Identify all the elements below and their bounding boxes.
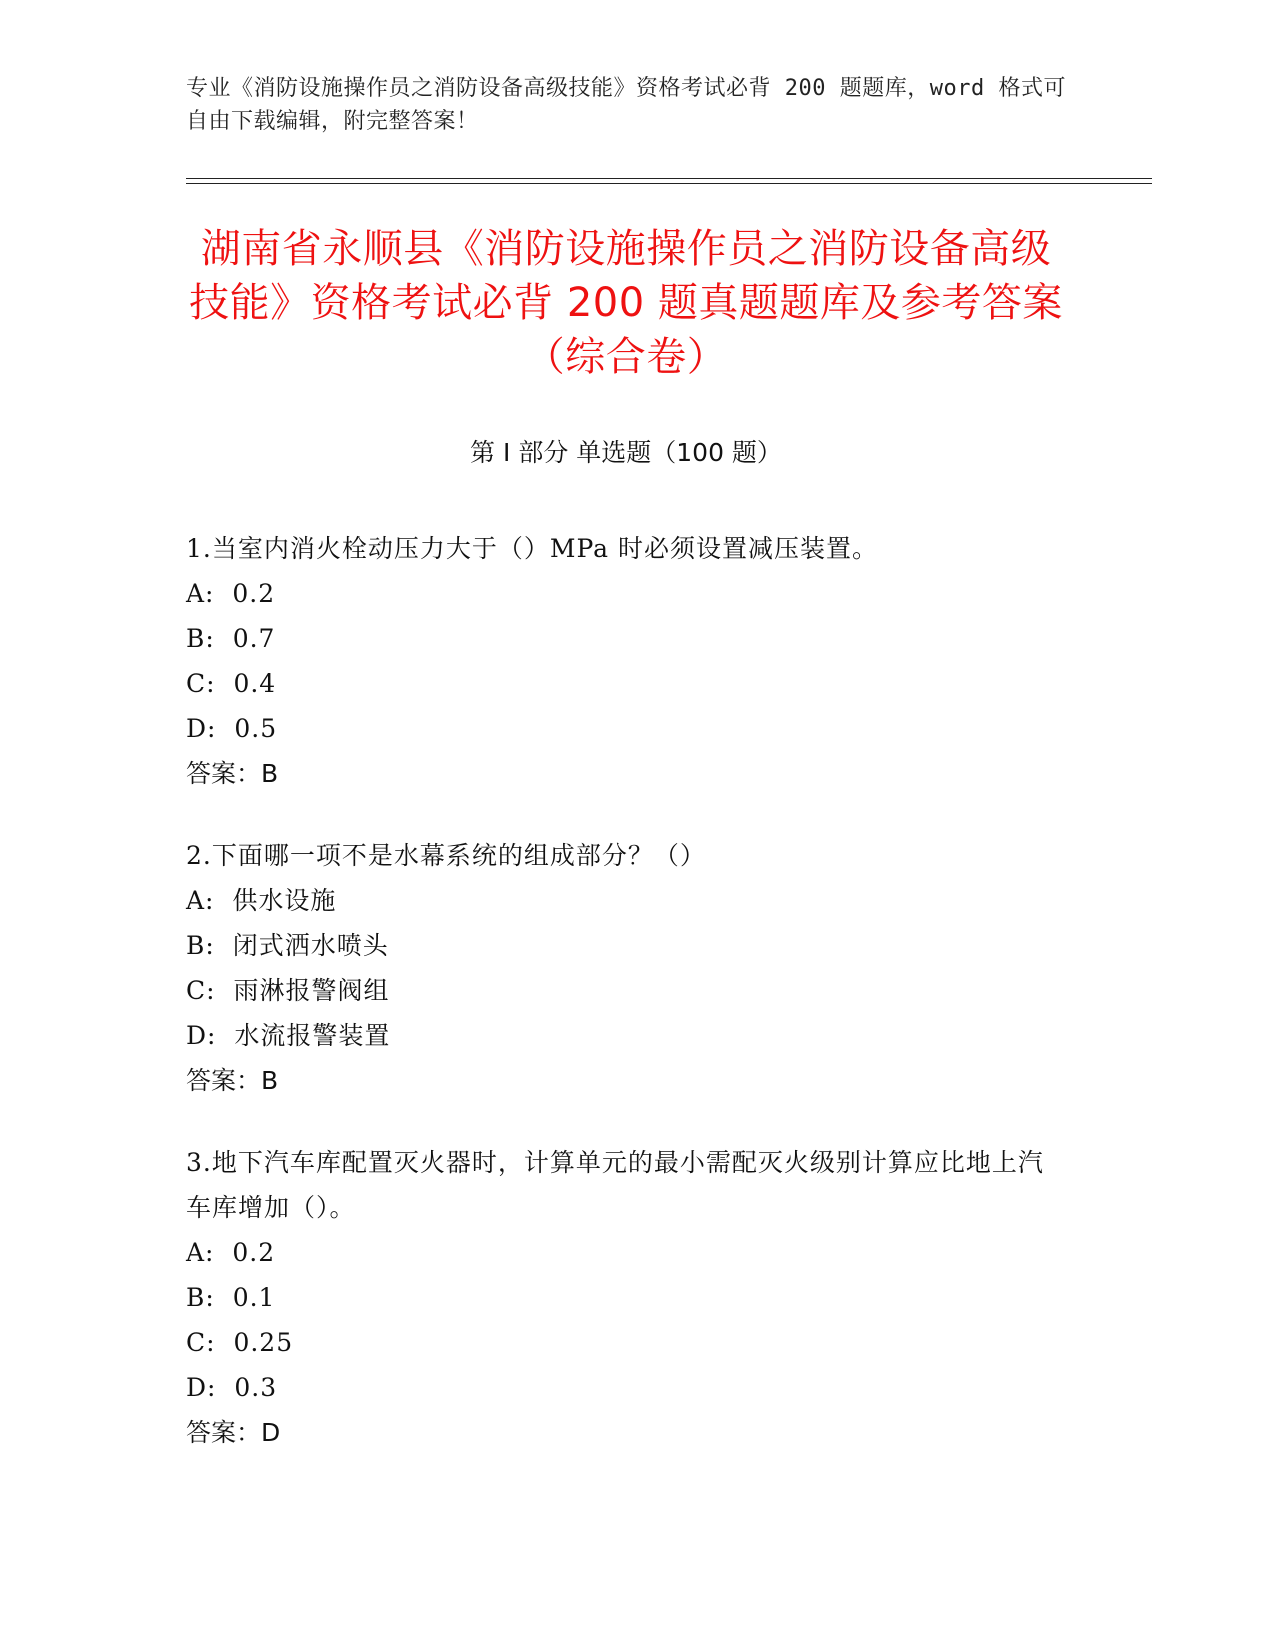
option-c: C: 雨淋报警阀组 (186, 976, 390, 1005)
option-b: B: 0.7 (186, 624, 276, 653)
question-list (186, 526, 1066, 1492)
option-b: B: 闭式洒水喷头 (186, 931, 389, 960)
section-title: 第 I 部分 单选题（100 题） (470, 438, 782, 467)
answer: 答案：B (186, 1066, 279, 1095)
header-divider-top (186, 178, 1152, 179)
option-d: D: 水流报警装置 (186, 1021, 391, 1050)
answer: 答案：B (186, 759, 279, 788)
question-1 (186, 526, 1066, 796)
header-note: 专业《消防设施操作员之消防设备高级技能》资格考试必背 200 题题库，word 格式可自由下载编辑，附完整答案！ (186, 76, 1066, 134)
option-c: C: 0.4 (186, 669, 277, 698)
option-d: D: 0.5 (186, 714, 278, 743)
question-stem: 3.地下汽车库配置灭火器时，计算单元的最小需配灭火级别计算应比地上汽车库增加（）。 (186, 1148, 1044, 1222)
document-title: 湖南省永顺县《消防设施操作员之消防设备高级技能》资格考试必背 200 题真题题库及参考答案（综合卷） (189, 226, 1063, 380)
option-a: A: 0.2 (186, 1238, 276, 1267)
question-stem: 1.当室内消火栓动压力大于（）MPa 时必须设置减压装置。 (186, 534, 879, 563)
option-a: A: 0.2 (186, 579, 276, 608)
option-d: D: 0.3 (186, 1373, 278, 1402)
option-b: B: 0.1 (186, 1283, 276, 1312)
option-a: A: 供水设施 (186, 886, 337, 915)
question-3 (186, 1140, 1066, 1455)
answer: 答案：D (186, 1418, 281, 1447)
question-2 (186, 833, 1066, 1103)
option-c: C: 0.25 (186, 1328, 294, 1357)
header-divider-bottom (186, 183, 1152, 184)
question-stem: 2.下面哪一项不是水幕系统的组成部分？（） (186, 841, 706, 870)
